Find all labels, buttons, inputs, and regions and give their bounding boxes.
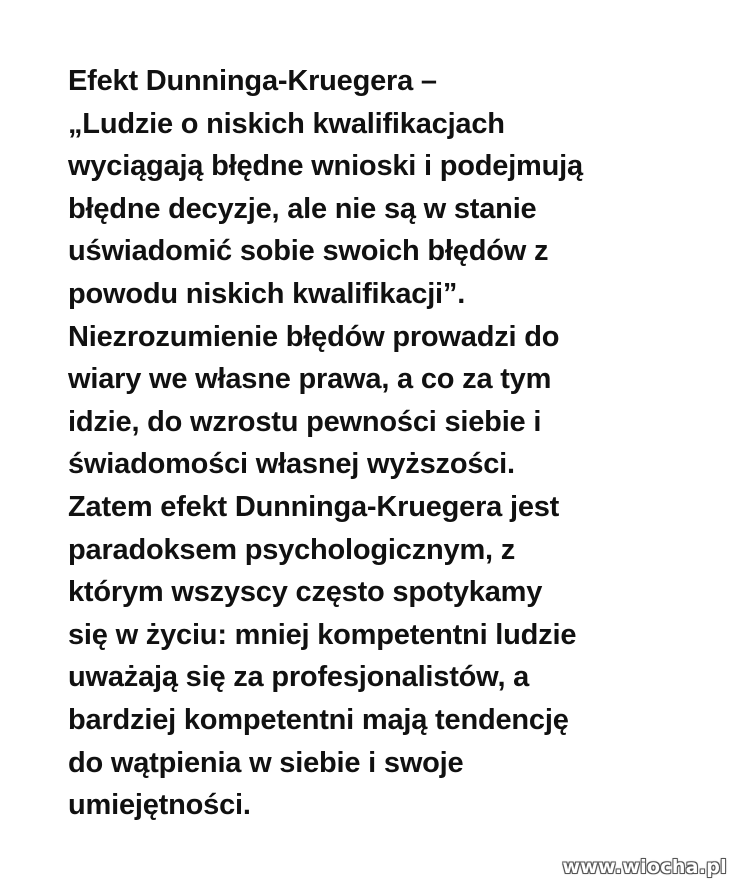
text-line: uważają się za profesjonalistów, a	[68, 661, 530, 694]
text-line: „Ludzie o niskich kwalifikacjach	[68, 107, 505, 140]
text-line: wiary we własne prawa, a co za tym	[68, 363, 552, 396]
text-line: którym wszyscy często spotykamy	[68, 576, 543, 609]
text-line: Niezrozumienie błędów prowadzi do	[68, 320, 560, 353]
text-line: wyciągają błędne wnioski i podejmują	[68, 150, 583, 183]
text-line: się w życiu: mniej kompetentni ludzie	[68, 618, 577, 651]
text-line: świadomości własnej wyższości.	[68, 448, 515, 481]
text-line: błędne decyzje, ale nie są w stanie	[68, 192, 537, 225]
text-line: paradoksem psychologicznym, z	[68, 533, 516, 566]
text-line: umiejętności.	[68, 789, 251, 822]
text-line: uświadomić sobie swoich błędów z	[68, 235, 549, 268]
quote-text-block	[68, 60, 688, 827]
text-line: idzie, do wzrostu pewności siebie i	[68, 405, 542, 438]
text-line: bardziej kompetentni mają tendencję	[68, 703, 569, 736]
text-line: do wątpienia w siebie i swoje	[68, 746, 464, 779]
text-line: powodu niskich kwalifikacji”.	[68, 277, 466, 310]
text-line: Zatem efekt Dunninga-Kruegera jest	[68, 490, 560, 523]
watermark: www.wiocha.pl	[562, 856, 727, 878]
text-line: Efekt Dunninga-Kruegera –	[68, 65, 437, 97]
